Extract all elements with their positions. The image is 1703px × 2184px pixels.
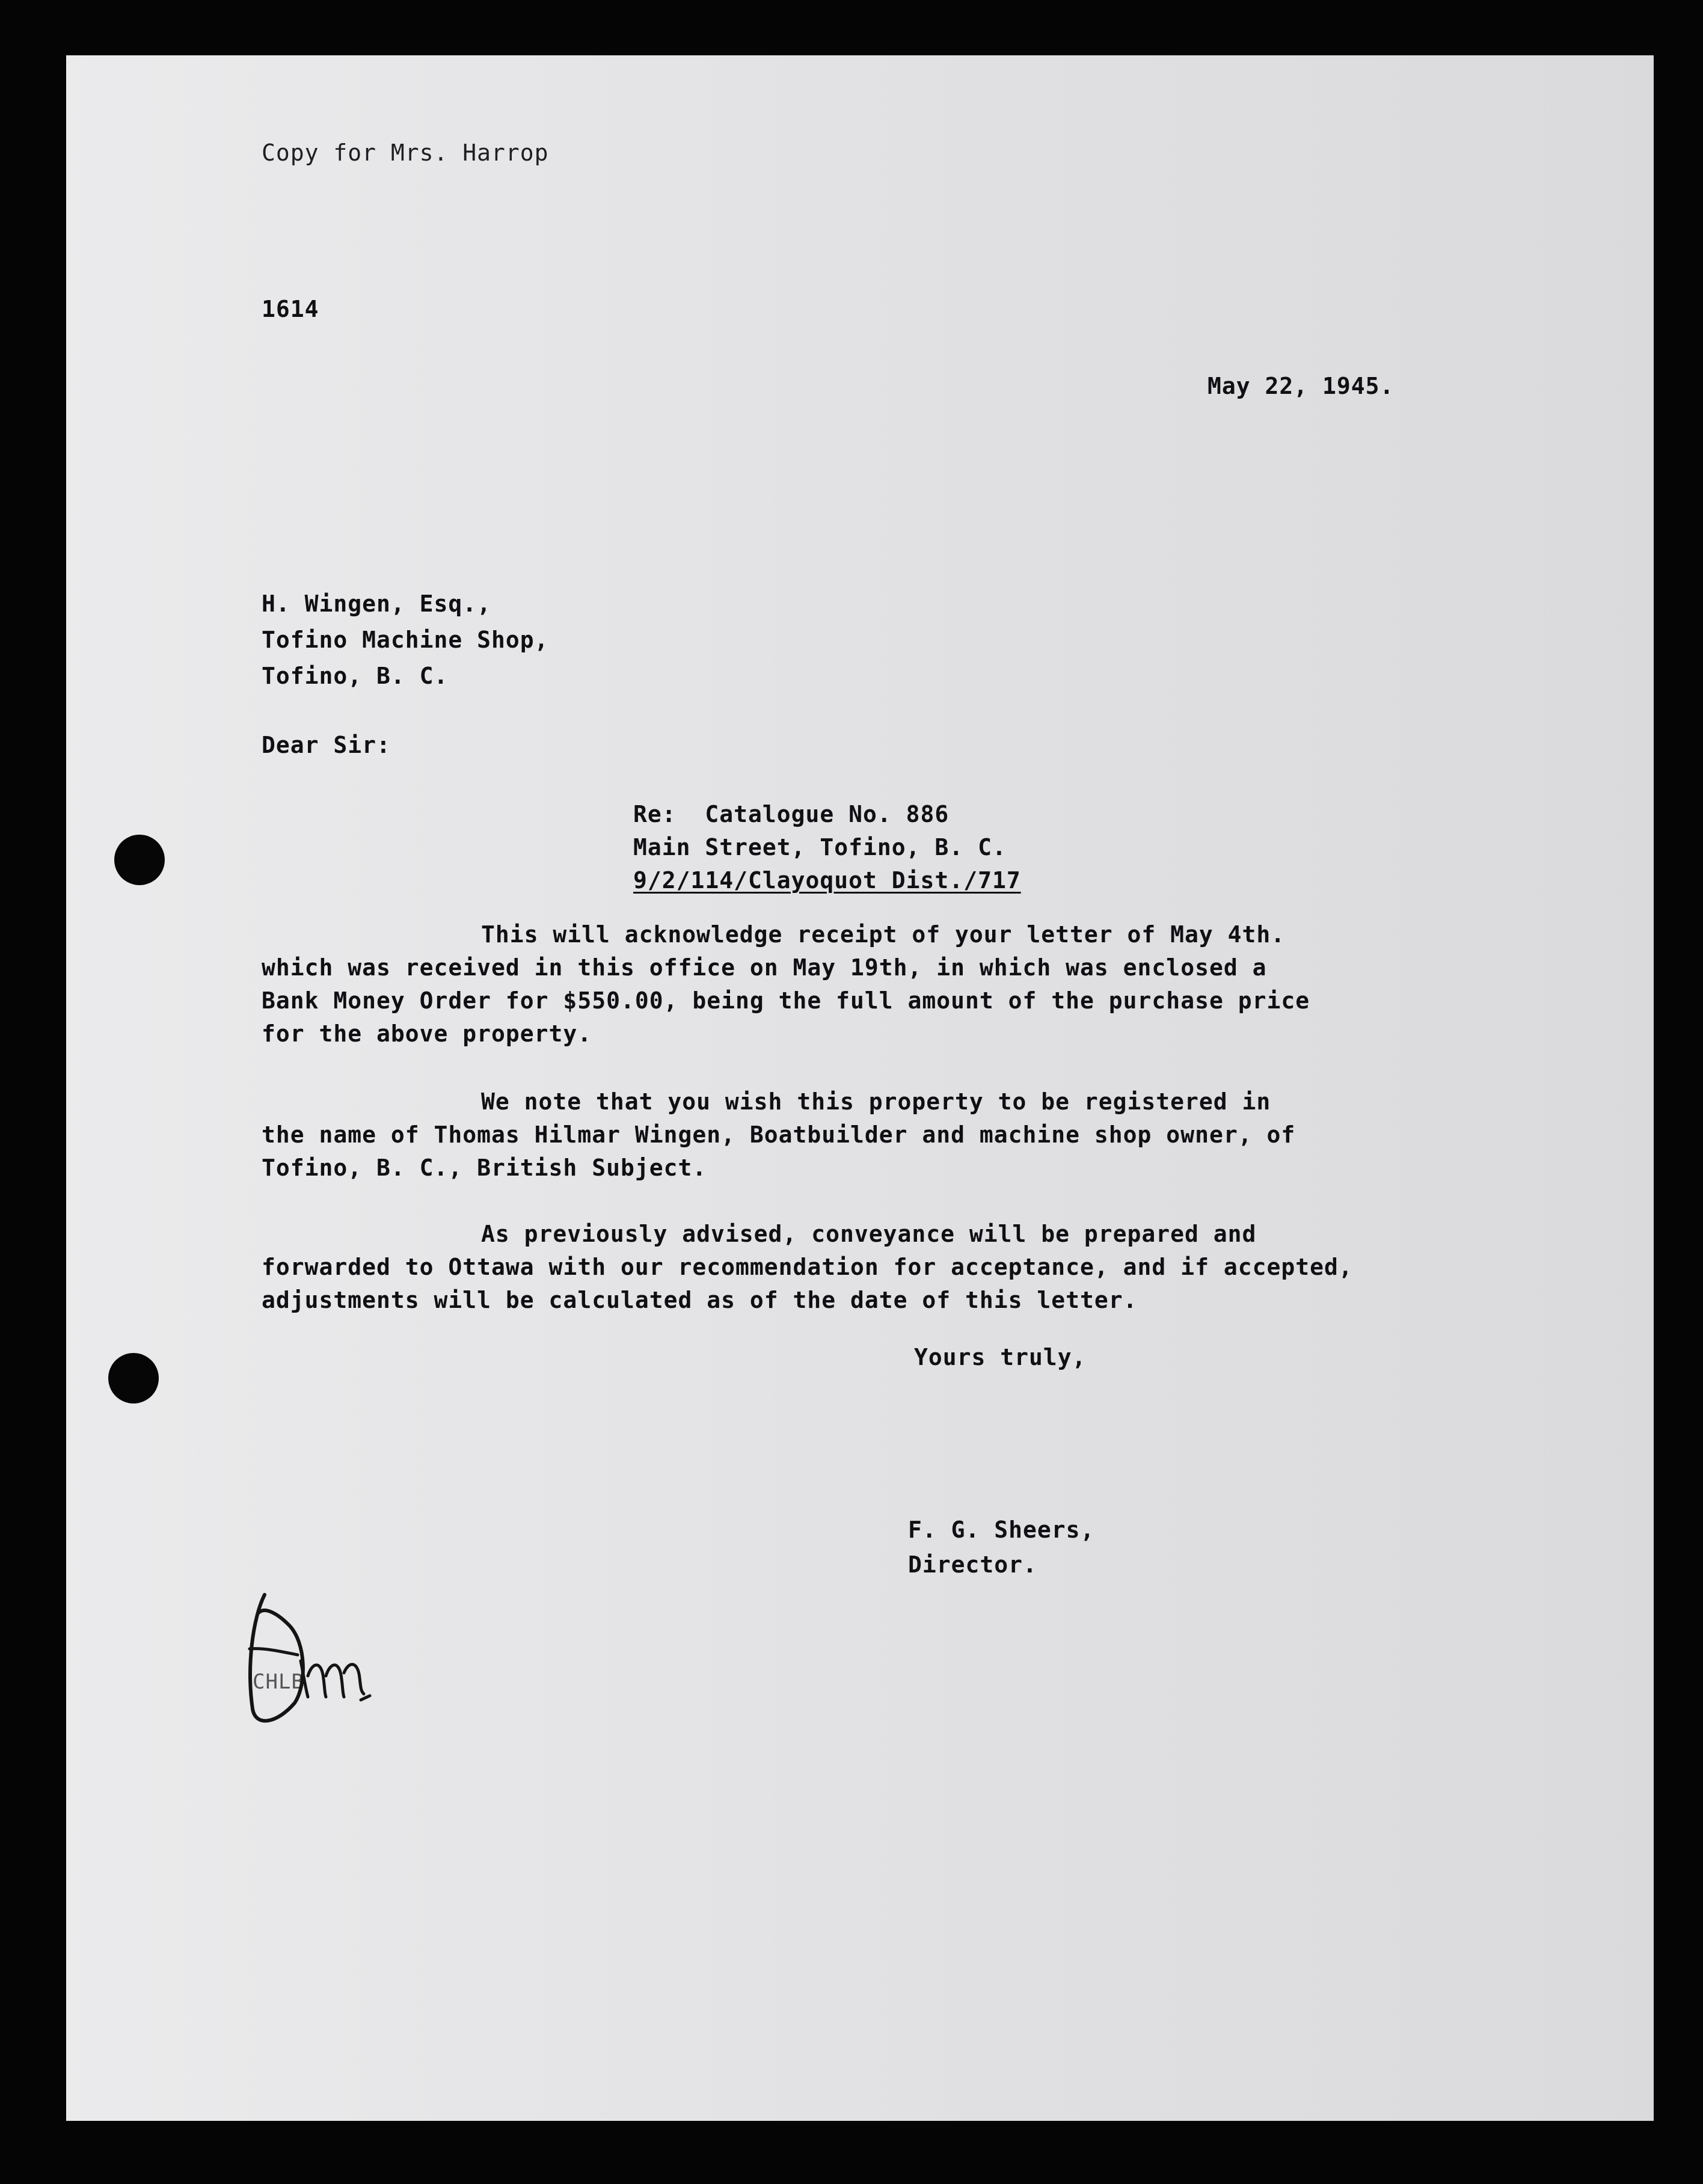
reference-line: Main Street, Tofino, B. C. [633, 834, 1007, 860]
body-line: This will acknowledge receipt of your letter of May 4th. [481, 921, 1286, 948]
reference-line: 9/2/114/Clayoquot Dist./717 [633, 867, 1021, 894]
signatory-title: Director. [908, 1551, 1037, 1578]
body-line: for the above property. [262, 1020, 592, 1047]
copy-note: Copy for Mrs. Harrop [262, 140, 549, 166]
binder-hole [108, 1353, 159, 1403]
body-line: which was received in this office on May 19th, in which was enclosed a [262, 954, 1267, 981]
body-line: We note that you wish this property to be registered in [481, 1088, 1271, 1115]
body-line: Bank Money Order for $550.00, being the full amount of the purchase price [262, 987, 1310, 1014]
recipient-line: Tofino, B. C. [262, 663, 449, 689]
body-line: the name of Thomas Hilmar Wingen, Boatbuilder and machine shop owner, of [262, 1121, 1296, 1148]
handwritten-initials-signature [241, 1571, 397, 1739]
closing: Yours truly, [914, 1344, 1087, 1370]
recipient-line: Tofino Machine Shop, [262, 627, 549, 653]
recipient-line: H. Wingen, Esq., [262, 590, 492, 617]
reference-line: Re: Catalogue No. 886 [633, 801, 950, 827]
letter-page [66, 55, 1654, 2121]
salutation: Dear Sir: [262, 732, 391, 758]
file-number: 1614 [262, 296, 319, 322]
body-line: forwarded to Ottawa with our recommendation for acceptance, and if accepted, [262, 1254, 1353, 1280]
body-line: adjustments will be calculated as of the date of this letter. [262, 1287, 1138, 1313]
binder-hole [114, 835, 165, 885]
body-line: Tofino, B. C., British Subject. [262, 1155, 707, 1181]
signatory-name: F. G. Sheers, [908, 1517, 1095, 1543]
body-line: As previously advised, conveyance will be prepared and [481, 1221, 1257, 1247]
letter-date: May 22, 1945. [1207, 373, 1395, 399]
typist-initials: CHLB [253, 1670, 304, 1694]
